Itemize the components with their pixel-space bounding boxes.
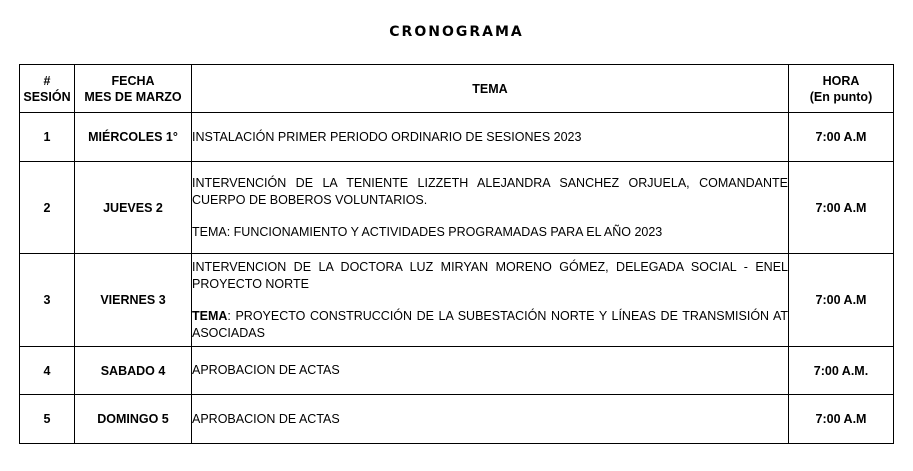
- session-date: SABADO 4: [75, 347, 192, 395]
- session-number: 3: [20, 254, 75, 347]
- session-time: 7:00 A.M: [789, 395, 894, 444]
- session-date: JUEVES 2: [75, 162, 192, 254]
- schedule-table: [19, 64, 894, 444]
- session-topic: INSTALACIÓN PRIMER PERIODO ORDINARIO DE SESIONES 2023: [192, 113, 789, 162]
- session-topic: INTERVENCION DE LA DOCTORA LUZ MIRYAN MORENO GÓMEZ, DELEGADA SOCIAL - ENEL PROYECTO NORTE TEMA: PROYECTO CONSTRUCCIÓN DE LA SUBESTACIÓN NORTE Y LÍNEAS DE TRANSMISIÓN AT ASOCIADAS: [192, 254, 789, 347]
- session-topic: INTERVENCIÓN DE LA TENIENTE LIZZETH ALEJANDRA SANCHEZ ORJUELA, COMANDANTE CUERPO DE BOBEROS VOLUNTARIOS. TEMA: FUNCIONAMIENTO Y ACTIVIDADES PROGRAMADAS PARA EL AÑO 2023: [192, 162, 789, 254]
- page-title: CRONOGRAMA: [389, 24, 524, 40]
- session-time: 7:00 A.M: [789, 254, 894, 347]
- table-row: [20, 254, 894, 347]
- table-row: [20, 113, 894, 162]
- table-row: [20, 395, 894, 444]
- table-row: [20, 162, 894, 254]
- session-number: 4: [20, 347, 75, 395]
- header-row: [20, 65, 894, 113]
- session-topic: APROBACION DE ACTAS: [192, 395, 789, 444]
- session-topic: APROBACION DE ACTAS: [192, 347, 789, 395]
- header-date: FECHA MES DE MARZO: [75, 65, 192, 113]
- session-number: 1: [20, 113, 75, 162]
- session-date: VIERNES 3: [75, 254, 192, 347]
- session-time: 7:00 A.M: [789, 162, 894, 254]
- header-session-number: # SESIÓN: [20, 65, 75, 113]
- session-date: MIÉRCOLES 1°: [75, 113, 192, 162]
- session-time: 7:00 A.M.: [789, 347, 894, 395]
- session-time: 7:00 A.M: [789, 113, 894, 162]
- session-number: 5: [20, 395, 75, 444]
- topic-label: TEMA: [192, 308, 228, 323]
- table-row: [20, 347, 894, 395]
- session-number: 2: [20, 162, 75, 254]
- header-time: HORA (En punto): [789, 65, 894, 113]
- session-date: DOMINGO 5: [75, 395, 192, 444]
- header-topic: TEMA: [192, 65, 789, 113]
